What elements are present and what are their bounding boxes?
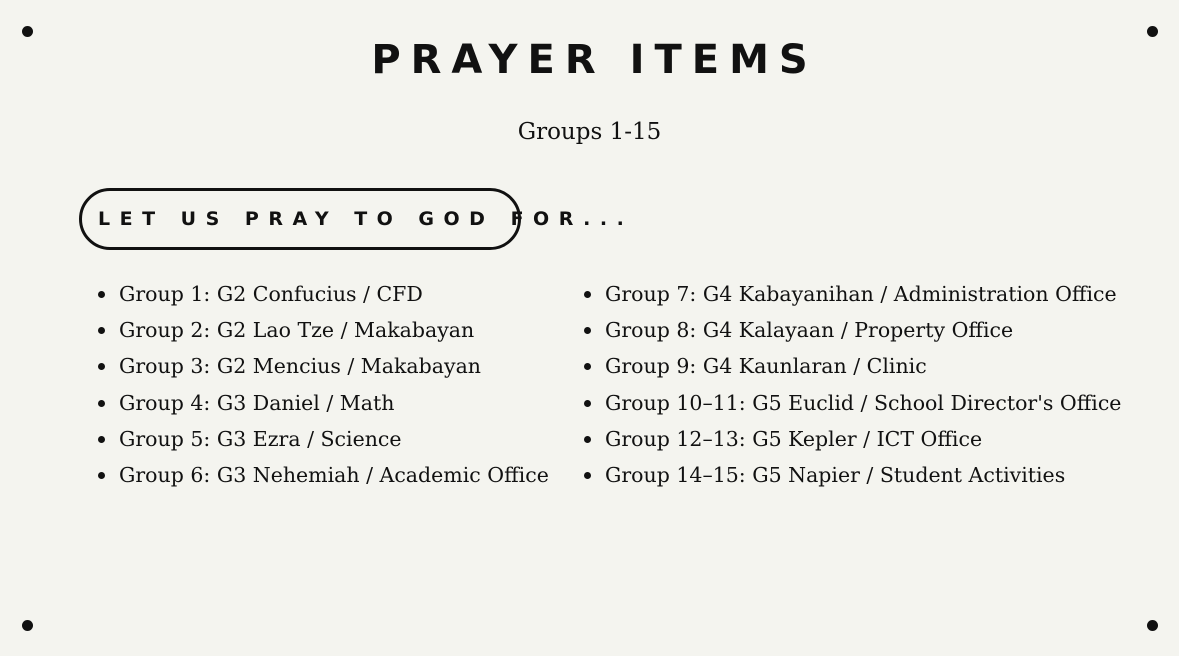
list-item-text: Group 7: G4 Kabayanihan / Administration Office xyxy=(605,282,1117,306)
list-item xyxy=(584,348,1121,384)
bullet-icon xyxy=(584,472,591,479)
bullet-icon xyxy=(98,327,105,334)
list-item xyxy=(584,421,1121,457)
list-item xyxy=(584,276,1121,312)
bullet-icon xyxy=(98,400,105,407)
list-item-text: Group 1: G2 Confucius / CFD xyxy=(119,282,423,306)
list-item-text: Group 5: G3 Ezra / Science xyxy=(119,426,402,451)
bullet-icon xyxy=(98,472,105,479)
corner-dot-bottom-left xyxy=(22,620,33,631)
intro-pill xyxy=(79,188,634,250)
list-item-text: Group 8: G4 Kalayaan / Property Office xyxy=(605,318,1014,343)
bullet-icon xyxy=(98,291,105,298)
list-item-text: Group 3: G2 Mencius / Makabayan xyxy=(119,354,481,379)
list-item-text: Group 6: G3 Nehemiah / Academic Office xyxy=(119,463,549,488)
corner-dot-bottom-right xyxy=(1147,620,1158,631)
bullet-icon xyxy=(584,436,591,443)
page-subtitle: Groups 1-15 xyxy=(517,119,662,145)
list-item-text: Group 2: G2 Lao Tze / Makabayan xyxy=(119,318,475,343)
list-item-text: Group 10–11: G5 Euclid / School Director's Office xyxy=(605,390,1122,415)
list-item xyxy=(98,312,549,348)
bullet-icon xyxy=(584,291,591,298)
bullet-icon xyxy=(584,363,591,370)
intro-text: LET US PRAY TO GOD FOR... xyxy=(98,208,634,230)
bullet-icon xyxy=(98,363,105,370)
list-item-text: Group 4: G3 Daniel / Math xyxy=(119,390,395,415)
list-item xyxy=(98,348,549,384)
list-item xyxy=(98,457,549,493)
bullet-icon xyxy=(98,436,105,443)
list-item xyxy=(584,385,1121,421)
list-item-text: Group 9: G4 Kaunlaran / Clinic xyxy=(605,354,927,379)
list-item xyxy=(98,421,549,457)
page-title: PRAYER ITEMS xyxy=(371,37,818,83)
bullet-icon xyxy=(584,327,591,334)
list-item xyxy=(584,312,1121,348)
group-list-right xyxy=(584,276,1121,493)
list-item-text: Group 12–13: G5 Kepler / ICT Office xyxy=(605,426,983,451)
list-item-text: Group 14–15: G5 Napier / Student Activities xyxy=(605,463,1066,488)
list-item xyxy=(584,457,1121,493)
list-item xyxy=(98,276,549,312)
bullet-icon xyxy=(584,400,591,407)
list-item xyxy=(98,385,549,421)
group-list-left xyxy=(98,276,549,493)
